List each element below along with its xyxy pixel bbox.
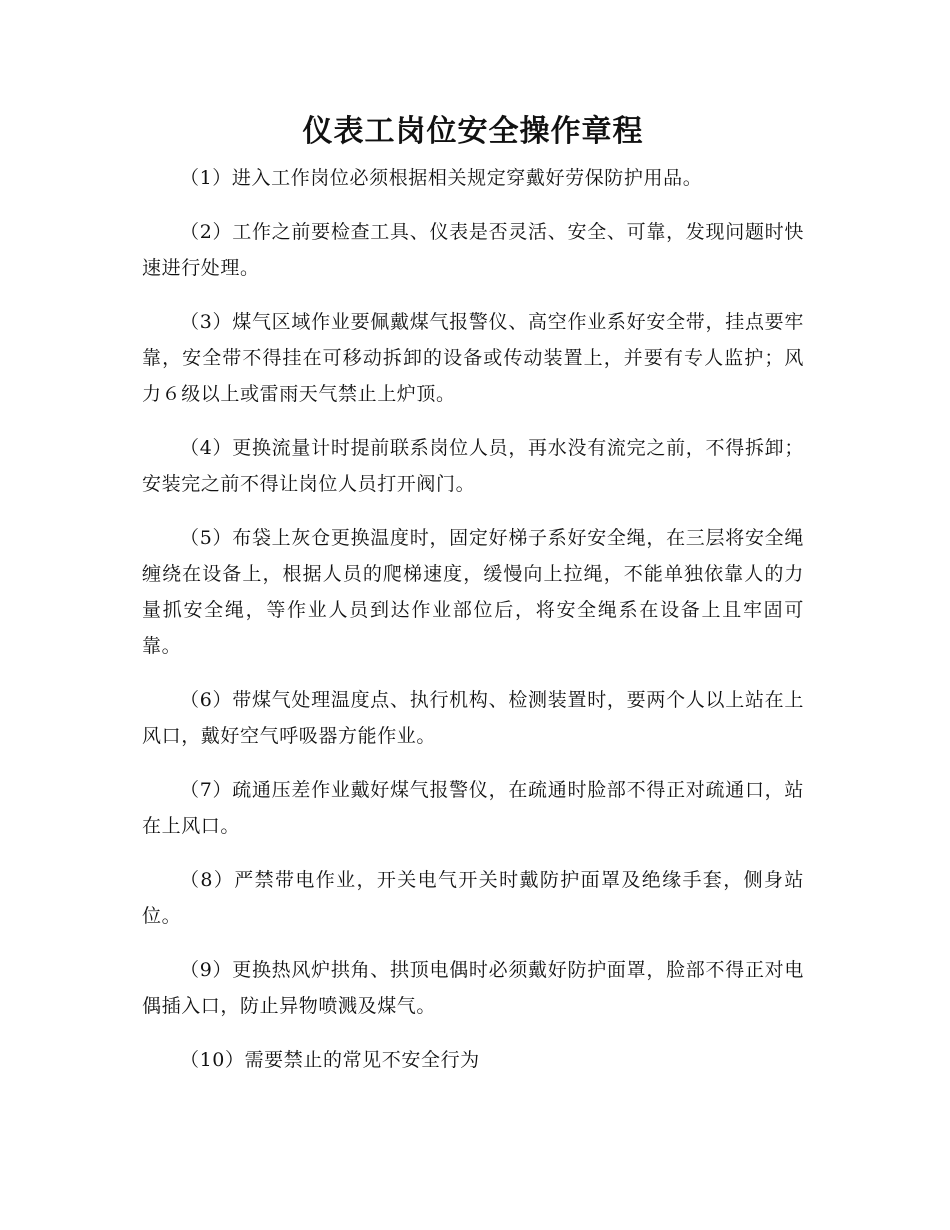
paragraph-1: （1）进入工作岗位必须根据相关规定穿戴好劳保防护用品。 [180, 167, 703, 189]
paragraph-5: （5）布袋上灰仓更换温度时，固定好梯子系好安全绳，在三层将安全绳缠绕在设备上，根据人员的爬梯速度，缓慢向上拉绳，不能单独依靠人的力量抓安全绳，等作业人员到达作业部位后，将安全绳系在设备上且牢固可靠。 [142, 527, 804, 657]
paragraph-6: （6）带煤气处理温度点、执行机构、检测装置时，要两个人以上站在上风口，戴好空气呼吸器方能作业。 [142, 689, 804, 747]
paragraph-9: （9）更换热风炉拱角、拱顶电偶时必须戴好防护面罩，脸部不得正对电偶插入口，防止异物喷溅及煤气。 [142, 959, 804, 1017]
paragraph-4: （4）更换流量计时提前联系岗位人员，再水没有流完之前，不得拆卸；安装完之前不得让岗位人员打开阀门。 [142, 437, 804, 495]
document-title: 仪表工岗位安全操作章程 [302, 114, 644, 149]
paragraph-7: （7）疏通压差作业戴好煤气报警仪，在疏通时脸部不得正对疏通口，站在上风口。 [142, 779, 804, 837]
paragraph-10: （10）需要禁止的常见不安全行为 [180, 1049, 480, 1071]
paragraph-3: （3）煤气区域作业要佩戴煤气报警仪、高空作业系好安全带，挂点要牢靠，安全带不得挂在可移动拆卸的设备或传动装置上，并要有专人监护；风力６级以上或雷雨天气禁止上炉顶。 [142, 311, 804, 405]
paragraph-2: （2）工作之前要检查工具、仪表是否灵活、安全、可靠，发现问题时快速进行处理。 [142, 221, 804, 279]
document-page [142, 110, 804, 1096]
paragraph-8: （8）严禁带电作业，开关电气开关时戴防护面罩及绝缘手套，侧身站位。 [142, 869, 804, 927]
